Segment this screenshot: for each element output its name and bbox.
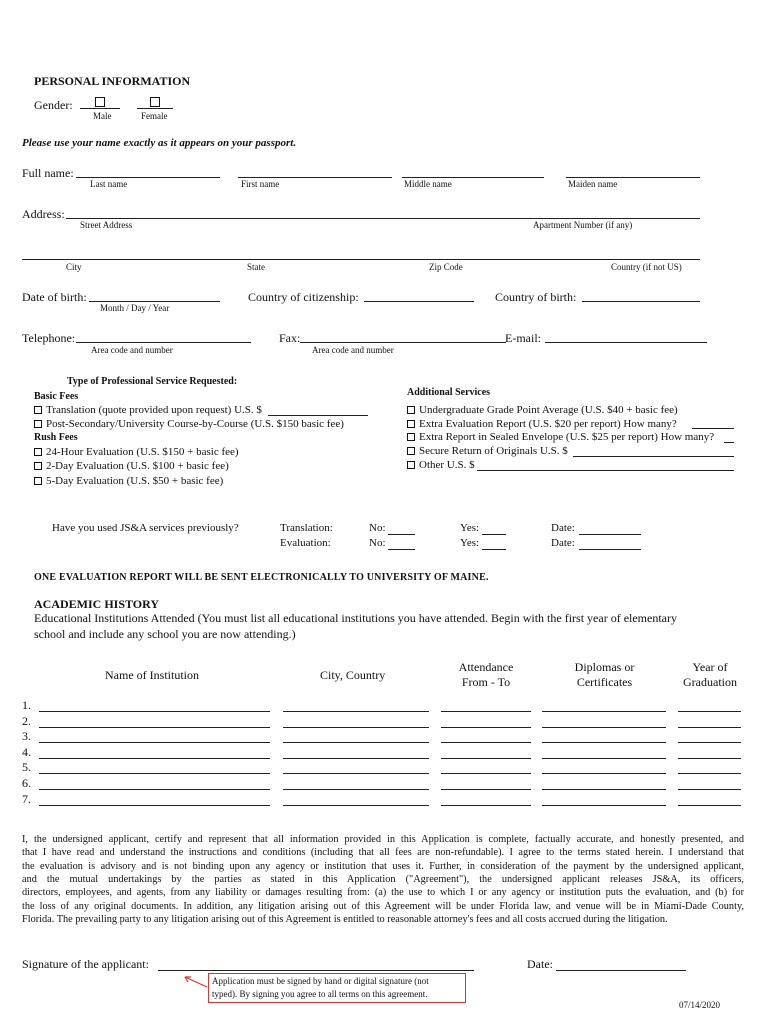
basic-fees-heading: Basic Fees [34, 391, 79, 402]
institution-name-field[interactable] [39, 727, 270, 728]
academic-row-number: 5. [22, 760, 31, 775]
evaluation-date-field[interactable] [579, 549, 641, 550]
attendance-field[interactable] [441, 727, 531, 728]
email-label: E-mail: [505, 331, 541, 345]
translation-option[interactable] [34, 404, 262, 416]
apartment-caption: Apartment Number (if any) [533, 220, 633, 230]
extra-sealed-label: Extra Report in Sealed Envelope (U.S. $25 per report) How many? [419, 431, 715, 443]
street-address-field[interactable] [66, 218, 700, 219]
attendance-field[interactable] [441, 758, 531, 759]
other-option[interactable] [407, 459, 475, 471]
col-attendance-header-1: Attendance [458, 660, 514, 674]
signature-date-field[interactable] [556, 970, 686, 971]
diplomas-field[interactable] [542, 773, 666, 774]
certification-line: that I have read and understand the instructions and conditions (including that all fees are non-refundable). I agree to the terms stated herein. I understand that [22, 847, 744, 859]
middle-name-field[interactable] [402, 177, 544, 178]
institution-name-field[interactable] [39, 805, 270, 806]
evaluation-date-label: Date: [551, 537, 575, 549]
attendance-field[interactable] [441, 711, 531, 712]
col-diplomas-header-1: Diplomas or [574, 660, 635, 674]
graduation-year-field[interactable] [678, 742, 741, 743]
extra-sealed-option[interactable] [407, 431, 714, 443]
signature-note [208, 973, 466, 1003]
signature-note-line-2: typed). By signing you agree to all terms on this agreement. [212, 989, 428, 999]
male-label: Male [93, 111, 112, 121]
academic-row-number: 3. [22, 729, 31, 744]
other-label: Other U.S. $ [419, 459, 475, 471]
gender-label: Gender: [34, 98, 73, 112]
previous-translation-label: Translation: [280, 522, 333, 534]
country-caption: Country (if not US) [611, 262, 682, 272]
col-diplomas-header-2: Certificates [576, 675, 633, 689]
academic-row-number: 1. [22, 698, 31, 712]
evaluation-no-field[interactable] [388, 549, 415, 550]
certification-line: I, the undersigned applicant, certify and represent that all information provided in this Application is complete, factually accurate, and honestly presented, and [22, 834, 744, 845]
rush-fees-heading: Rush Fees [34, 432, 78, 443]
extra-eval-checkbox[interactable] [407, 420, 415, 428]
postsecondary-label: Post-Secondary/University Course-by-Course (U.S. $150 basic fee) [46, 418, 344, 430]
email-field[interactable] [545, 342, 707, 343]
academic-row-number: 4. [22, 744, 31, 759]
female-checkbox[interactable] [150, 97, 160, 107]
institution-name-field[interactable] [39, 742, 270, 743]
maiden-name-field[interactable] [566, 177, 700, 178]
certification-line: directors, employees, and agents, from any liability or damages resulting from: (a) the use to which I or any agency or institution puts the evaluation, and (b) for [22, 887, 744, 899]
certification-line: the loss of any original documents. In addition, any litigation arising out of this Agreement will be under Florida law, and venue will be in Miami-Dade County, [22, 900, 744, 912]
col-attendance-header-2: From - To [461, 675, 511, 689]
translation-yes-label: Yes: [460, 522, 480, 534]
diplomas-field[interactable] [542, 742, 666, 743]
translation-label: Translation (quote provided upon request) U.S. $ [46, 404, 262, 416]
gpa-label: Undergraduate Grade Point Average (U.S. $40 + basic fee) [419, 404, 678, 416]
citizenship-field[interactable] [364, 301, 474, 302]
gpa-checkbox[interactable] [407, 406, 415, 414]
graduation-year-field[interactable] [678, 727, 741, 728]
city-caption: City [66, 262, 82, 272]
birth-country-field[interactable] [582, 301, 700, 302]
middle-name-caption: Middle name [404, 179, 452, 189]
evaluation-yes-label: Yes: [460, 537, 480, 549]
translation-yes-field[interactable] [482, 534, 506, 535]
extra-eval-label: Extra Evaluation Report (U.S. $20 per report) How many? [419, 418, 677, 430]
graduation-year-field[interactable] [678, 805, 741, 806]
passport-note: Please use your name exactly as it appears on your passport. [22, 137, 297, 149]
dob-hint: Month / Day / Year [100, 303, 170, 313]
translation-no-field[interactable] [388, 534, 415, 535]
diplomas-field[interactable] [542, 758, 666, 759]
previous-question: Have you used JS&A services previously? [52, 522, 239, 534]
citizenship-label: Country of citizenship: [248, 290, 359, 304]
city-state-zip-field[interactable] [22, 259, 700, 260]
signature-date-label: Date: [527, 957, 553, 971]
academic-row-number: 7. [22, 791, 31, 806]
attendance-field[interactable] [441, 742, 531, 743]
rush-5day-checkbox[interactable] [34, 477, 42, 485]
academic-row-number: 2. [22, 713, 31, 728]
maiden-name-caption: Maiden name [568, 179, 618, 189]
city-country-field[interactable] [283, 727, 429, 728]
fax-caption: Area code and number [312, 345, 394, 355]
female-line [137, 108, 173, 109]
last-name-caption: Last name [90, 179, 128, 189]
previous-evaluation-label: Evaluation: [280, 537, 331, 549]
attendance-field[interactable] [441, 773, 531, 774]
diplomas-field[interactable] [542, 711, 666, 712]
extra-sealed-count-field[interactable] [724, 442, 734, 443]
evaluation-no-label: No: [369, 537, 386, 549]
city-country-field[interactable] [283, 789, 429, 790]
rush-5day-option[interactable] [34, 475, 223, 487]
signature-label: Signature of the applicant: [22, 957, 149, 971]
other-amount-field[interactable] [477, 470, 734, 471]
telephone-field[interactable] [76, 342, 251, 343]
city-country-field[interactable] [283, 805, 429, 806]
diplomas-field[interactable] [542, 789, 666, 790]
birth-country-label: Country of birth: [495, 290, 577, 304]
secure-return-amount-field[interactable] [573, 456, 734, 457]
fax-field[interactable] [300, 342, 506, 343]
rush-24-label: 24-Hour Evaluation (U.S. $150 + basic fee) [46, 446, 239, 458]
institution-name-field[interactable] [39, 789, 270, 790]
institution-name-field[interactable] [39, 773, 270, 774]
gpa-option[interactable] [407, 404, 678, 416]
signature-field[interactable] [158, 970, 474, 971]
institution-name-field[interactable] [39, 758, 270, 759]
personal-heading: PERSONAL INFORMATION [34, 74, 191, 88]
address-label: Address: [22, 207, 65, 221]
city-country-field[interactable] [283, 758, 429, 759]
female-label: Female [141, 111, 168, 121]
telephone-label: Telephone: [22, 331, 76, 345]
attendance-field[interactable] [441, 805, 531, 806]
translation-date-field[interactable] [579, 534, 641, 535]
fullname-label: Full name: [22, 166, 74, 180]
certification-line: and the mutual undertakings by the parties as stated in this Application ("Agreement"), the undersigned applicant releases JS&A, its officers, [22, 873, 744, 885]
diplomas-field[interactable] [542, 727, 666, 728]
graduation-year-field[interactable] [678, 711, 741, 712]
rush-2day-label: 2-Day Evaluation (U.S. $100 + basic fee) [46, 460, 229, 472]
certification-line: Florida. The prevailing party to any litigation arising out of this Agreement is entitled to reasonable attorney's fees and all costs accrued during the litigation. [22, 913, 668, 925]
attendance-field[interactable] [441, 789, 531, 790]
institution-name-field[interactable] [39, 711, 270, 712]
city-country-field[interactable] [283, 742, 429, 743]
male-checkbox[interactable] [95, 97, 105, 107]
zip-caption: Zip Code [429, 262, 463, 272]
academic-heading: ACADEMIC HISTORY [34, 597, 160, 611]
other-checkbox[interactable] [407, 461, 415, 469]
academic-row-number: 6. [22, 776, 31, 790]
extra-eval-option[interactable] [407, 418, 677, 430]
translation-date-label: Date: [551, 522, 575, 534]
street-caption: Street Address [80, 220, 133, 230]
rush-24-checkbox[interactable] [34, 448, 42, 456]
state-caption: State [247, 262, 265, 272]
city-country-field[interactable] [283, 711, 429, 712]
academic-instructions-2: school and include any school you are now attending.) [34, 627, 296, 641]
certification-line: the evaluation is advisory and is not binding upon any agency or institution that uses it. Further, in consideration of the payment by the undersigned applicant, [22, 860, 744, 872]
secure-return-option[interactable] [407, 445, 568, 457]
telephone-caption: Area code and number [91, 345, 173, 355]
translation-no-label: No: [369, 522, 386, 534]
arrow-icon [180, 974, 210, 990]
translation-amount-field[interactable] [268, 415, 368, 416]
services-heading: Type of Professional Service Requested: [67, 376, 238, 387]
academic-instructions-1: Educational Institutions Attended (You must list all educational institutions you have attended. Begin with the first year of elementary [34, 611, 677, 625]
rush-5day-label: 5-Day Evaluation (U.S. $50 + basic fee) [46, 475, 224, 487]
fax-label: Fax: [279, 331, 301, 345]
graduation-year-field[interactable] [678, 773, 741, 774]
col-city-header: City, Country [320, 668, 386, 682]
first-name-field[interactable] [238, 177, 392, 178]
evaluation-yes-field[interactable] [482, 549, 506, 550]
rush-2day-option[interactable] [34, 460, 229, 472]
graduation-year-field[interactable] [678, 758, 741, 759]
graduation-year-field[interactable] [678, 789, 741, 790]
first-name-caption: First name [241, 179, 280, 189]
signature-note-line-1: Application must be signed by hand or digital signature (not [212, 976, 429, 986]
male-line [80, 108, 120, 109]
last-name-field[interactable] [76, 177, 220, 178]
translation-checkbox[interactable] [34, 406, 42, 414]
diplomas-field[interactable] [542, 805, 666, 806]
col-year-header-1: Year of [692, 660, 728, 674]
secure-return-label: Secure Return of Originals U.S. $ [419, 445, 568, 457]
dob-label: Date of birth: [22, 290, 87, 304]
extra-sealed-checkbox[interactable] [407, 433, 415, 441]
postsecondary-checkbox[interactable] [34, 420, 42, 428]
rush-24-option[interactable] [34, 446, 239, 458]
form-date: 07/14/2020 [679, 1000, 721, 1010]
delivery-notice: ONE EVALUATION REPORT WILL BE SENT ELECTRONICALLY TO UNIVERSITY OF MAINE. [34, 572, 489, 583]
extra-eval-count-field[interactable] [692, 428, 734, 429]
rush-2day-checkbox[interactable] [34, 462, 42, 470]
col-name-header: Name of Institution [105, 668, 199, 682]
additional-heading: Additional Services [407, 387, 491, 398]
postsecondary-option[interactable] [34, 418, 344, 430]
city-country-field[interactable] [283, 773, 429, 774]
col-year-header-2: Graduation [683, 675, 737, 689]
secure-return-checkbox[interactable] [407, 447, 415, 455]
dob-field[interactable] [89, 301, 220, 302]
